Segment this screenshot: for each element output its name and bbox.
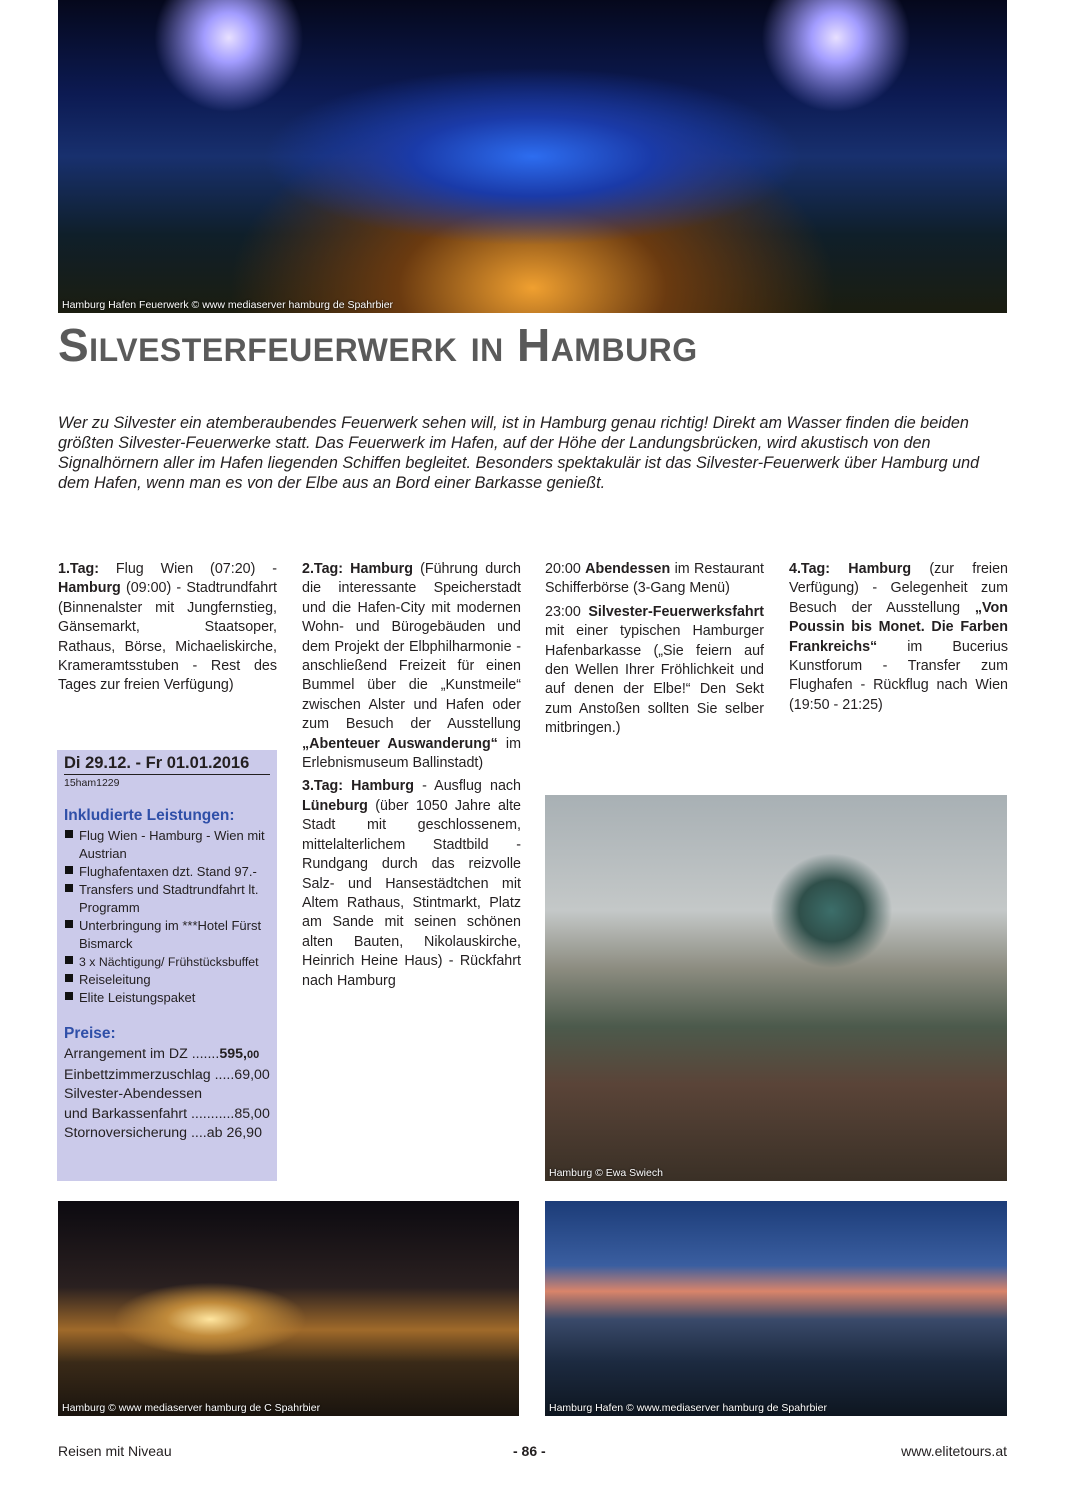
price-row: Einbettzimmerzuschlag .....69,00 xyxy=(64,1066,270,1083)
photo-caption: Hamburg © www mediaserver hamburg de C Spahrbier xyxy=(62,1402,321,1414)
prices-heading: Preise: xyxy=(64,1025,116,1042)
text: im Restaurant Schifferbörse (3-Gang Menü) xyxy=(545,561,764,597)
page-title: Silvesterfeuerwerk in Hamburg xyxy=(58,319,698,371)
text: im Erlebnismuseum Ballinstadt) xyxy=(302,735,522,772)
text: mit einer typischen Hamburger Hafenbarkasse („Sie feiern auf den Wellen Ihrer Fröhlichkeit und auf denen der Elbe!“ Den Sekt zum Anstoßen sollten Sie selber mitbringen.) xyxy=(545,623,764,737)
column-day2-3 xyxy=(302,560,521,995)
time: 20:00 xyxy=(545,561,586,577)
text: (zur freien Verfügung) - Gelegenheit zum Besuch der Ausstellung xyxy=(789,561,1008,616)
list-item: Unterbringung im ***Hotel Fürst Bismarck xyxy=(64,917,270,953)
city: Lüneburg xyxy=(302,797,368,814)
price-row: Silvester-Abendessen xyxy=(64,1086,203,1102)
photo-rathaus xyxy=(545,795,1007,1181)
text: (09:00) - Stadtrundfahrt (Binnenalster mit Jungfernstieg, Gänsemarkt, Staatsoper, Rathaus, Börse, Michaeliskirche, Krameramtsstuben - Rest des Tages zur freien Verfügung) xyxy=(58,580,277,694)
photo-alster xyxy=(58,1201,519,1416)
column-day4 xyxy=(789,560,1008,719)
tour-code: 15ham1229 xyxy=(64,777,120,789)
photo-hafen xyxy=(545,1201,1007,1416)
price-box xyxy=(57,750,277,1181)
list-item: Elite Leistungspaket xyxy=(64,989,270,1007)
intro-text: Wer zu Silvester ein atemberaubendes Feuerwerk sehen will, ist in Hamburg genau richtig! Direkt am Wasser finden die beiden größten Silvester-Feuerwerke statt. Das Feuerwerk im Hafen, auf der Höhe der Landungsbrücken, wird akustisch von den Signalhörnern aller im Hafen liegenden Schiffen begleitet. Besonders spektakulär ist das Silvester-Feuerwerk über Hamburg und dem Hafen, wenn man es von der Elbe aus an Bord einer Barkasse genießt. xyxy=(58,414,980,492)
hero-photo-fireworks xyxy=(58,0,1007,313)
time: 23:00 xyxy=(545,603,589,620)
exhibit: „Von Poussin bis Monet. Die Farben Frankreichs“ xyxy=(789,599,1008,655)
price-row: Stornoversicherung ....ab 26,90 xyxy=(64,1125,262,1141)
list-item: 3 x Nächtigung/ Frühstücksbuffet xyxy=(64,953,270,971)
day-label: 3.Tag: Hamburg xyxy=(302,778,414,795)
price-row xyxy=(64,1045,270,1066)
event: Silvester-Feuerwerksfahrt xyxy=(588,603,764,620)
text: (über 1050 Jahre alte Stadt mit geschlossenem, mittelalterlichem Stadtbild - Rundgang durch das reizvolle Salz- und Hansestädtchen mit Altem Rathaus, Stintmarkt, Platz am Sande mit seinen schönen alten Bauten, Nikolauskirche, Heinrich Heine Haus) - Rückfahrt nach Hamburg xyxy=(302,797,521,989)
column-day1 xyxy=(58,560,277,700)
price-label: Arrangement im DZ ....... xyxy=(64,1046,220,1062)
photo-caption: Hamburg Hafen Feuerwerk © www mediaserver hamburg de Spahrbier xyxy=(62,299,394,311)
day-label: 1.Tag: xyxy=(58,561,100,577)
text: im Bucerius Kunstforum - Transfer zum Flughafen - Rückflug nach Wien (19:50 - 21:25) xyxy=(789,638,1008,713)
list-item: Transfers und Stadtrundfahrt lt. Programm xyxy=(64,881,270,917)
price-cents: 00 xyxy=(246,1049,260,1061)
included-list xyxy=(64,827,270,1007)
day-label: 4.Tag: Hamburg xyxy=(789,561,912,577)
list-item: Flughafentaxen dzt. Stand 97.- xyxy=(64,863,270,881)
city: Hamburg xyxy=(58,580,121,597)
photo-caption: Hamburg Hafen © www.mediaserver hamburg de Spahrbier xyxy=(549,1402,827,1414)
event: Abendessen xyxy=(585,561,671,577)
text: Flug Wien (07:20) - xyxy=(99,561,277,577)
photo-caption: Hamburg © Ewa Swiech xyxy=(549,1167,663,1179)
price-value: 595, xyxy=(219,1046,247,1062)
footer-slogan: Reisen mit Niveau xyxy=(58,1443,172,1459)
list-item: Flug Wien - Hamburg - Wien mit Austrian xyxy=(64,827,270,863)
price-list xyxy=(64,1045,270,1144)
text: (Führung durch die interessante Speicherstadt und die Hafen-City mit modernen Wohn- und Bürogebäuden und dem Projekt der Elbphilharmonie - anschließend Freizeit für einen Bummel über die „Kunstmeile“ zwischen Alster und Hafen oder zum Besuch der Ausstellung xyxy=(302,561,521,733)
day-label: 2.Tag: Hamburg xyxy=(302,561,413,577)
text: - Ausflug nach xyxy=(413,778,522,795)
exhibit: „Abenteuer Auswanderung“ xyxy=(302,735,498,752)
travel-dates: Di 29.12. - Fr 01.01.2016 xyxy=(64,754,270,775)
column-day3-evening xyxy=(545,560,764,743)
included-heading: Inkludierte Leistungen: xyxy=(64,807,235,824)
price-row: und Barkassenfahrt ...........85,00 xyxy=(64,1105,270,1122)
page-number: - 86 - xyxy=(513,1443,546,1459)
list-item: Reiseleitung xyxy=(64,971,270,989)
footer-website[interactable]: www.elitetours.at xyxy=(901,1443,1007,1459)
